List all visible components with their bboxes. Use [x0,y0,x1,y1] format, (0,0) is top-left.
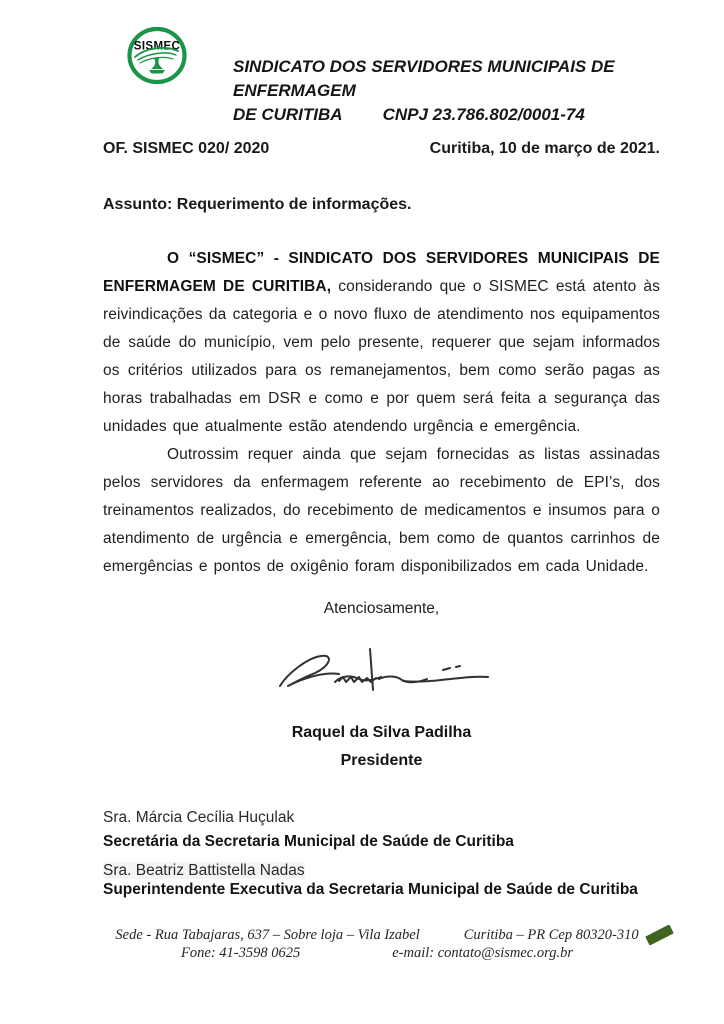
footer-address-left: Sede - Rua Tabajaras, 637 – Sobre loja – Vila Izabel [115,927,420,943]
org-name-line2: DE CURITIBA [233,105,343,124]
logo-text: SISMEC [133,40,181,53]
recipient-title: Superintendente Executiva da Secretaria Municipal de Saúde de Curitiba [103,881,638,898]
footer-phone: Fone: 41-3598 0625 [181,945,301,961]
signer-name: Raquel da Silva Padilha [291,724,472,741]
paragraph-lead-bold: O “SISMEC” - SINDICATO DOS SERVIDORES MUNICIPAIS DE ENFERMAGEM DE CURITIBA, [103,250,660,295]
body-paragraph-1 [103,245,660,441]
footer [0,926,724,962]
recipient-name-text: Sra. Beatriz Battistella Nadas [103,862,305,879]
recipient-name: Sra. Márcia Cecília Huçulak [103,809,295,826]
footer-contact [30,944,724,962]
recipient-title: Secretária da Secretaria Municipal de Saúde de Curitiba [103,833,514,850]
org-name-line1: SINDICATO DOS SERVIDORES MUNICIPAIS DE ENFERMAGEM [233,57,615,100]
signer-block [103,719,660,775]
signer-title: Presidente [340,752,423,769]
footer-address [30,926,724,944]
paragraph-1-text: considerando que o SISMEC está atento às reivindicações da categoria e o novo fluxo de atendimento nos equipamentos de saúde do município, vem pelo presente, requerer que sejam informados os critérios utilizados para os remanejamentos, bem como serão pagas as horas trabalhadas em DSR e como e por quem será feita a segurança das unidades que atualmente estão atendendo urgência e emergência. [103,278,660,435]
ref-number: OF. SISMEC 020/ 2020 [103,140,270,157]
recipients-block [103,806,703,899]
org-header [233,55,673,127]
footer-email: e-mail: contato@sismec.org.br [392,945,573,961]
org-cnpj: CNPJ 23.786.802/0001-74 [382,105,585,124]
sismec-logo [127,27,187,85]
footer-address-right: Curitiba – PR Cep 80320-310 [463,927,639,943]
sismec-logo-icon [127,27,187,85]
subject-line: Assunto: Requerimento de informações. [103,196,412,213]
signature-icon [275,646,493,704]
dateline: Curitiba, 10 de março de 2021. [429,140,660,157]
salutation: Atenciosamente, [323,600,440,617]
recipient-name [103,861,703,880]
letter-body [103,245,660,581]
signature-image [275,646,493,704]
body-paragraph-2: Outrossim requer ainda que sejam fornecidas as listas assinadas pelos servidores da enfermagem referente ao recebimento de EPI’s, dos treinamentos realizados, do recebimento de medicamentos e insumos para o atendimento de urgência e emergência, bem como de quantos carrinhos de emergências e pontos de oxigênio foram disponibilizados em cada Unidade. [103,446,660,575]
